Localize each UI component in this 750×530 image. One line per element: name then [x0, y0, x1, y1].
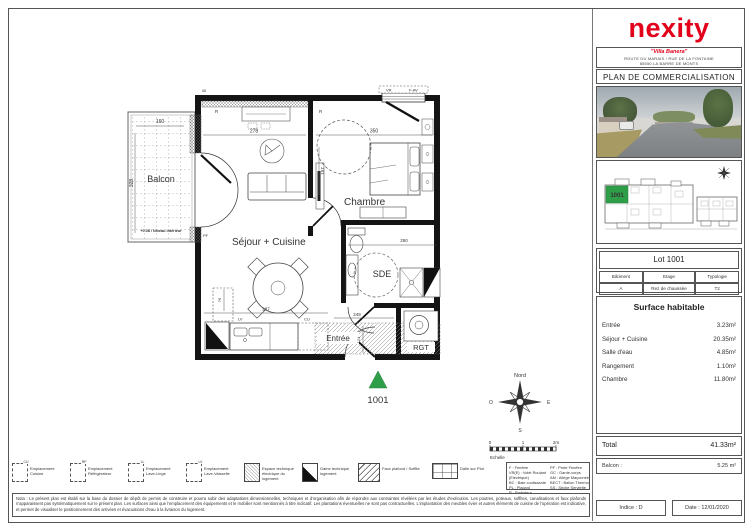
surface-row: [597, 346, 741, 360]
compass-scale: [478, 368, 578, 463]
surface-value: 1.10m²: [716, 362, 736, 370]
legend-code: LL: [140, 460, 145, 464]
room-entree: Entrée: [326, 334, 350, 343]
technical-duct-icon: [302, 463, 318, 482]
lot-header-etage: Etage: [643, 271, 696, 283]
surface-row: [597, 319, 741, 333]
room-sde: SDE: [372, 269, 392, 279]
legend-label: Lave-Vaisselle: [204, 470, 230, 476]
legend-lave-linge: [128, 460, 185, 490]
photo-car: [619, 121, 634, 130]
marker-r2: R: [319, 109, 323, 114]
photo-tree-right: [703, 89, 733, 127]
project-address: [596, 47, 742, 68]
balcony-value: 5.25 m²: [717, 463, 736, 469]
total-row: [596, 436, 742, 456]
surface-value: 3.23m²: [716, 322, 736, 329]
ceiling-light: [260, 139, 284, 163]
compass-rose: [489, 373, 551, 434]
overview-unit-number: 1001: [610, 193, 624, 199]
scale-1: 1: [521, 440, 525, 445]
surface-card: [596, 296, 742, 434]
marker-vr: VR: [386, 87, 392, 93]
legend-gaine-technique: [302, 463, 356, 490]
disclaimer-note: Nota : Le présent plan est établi sur la base du dossier de dépôt de permis de construire et pourra subir des adaptations dimensionnelles, techniques et d'organisation afin de répondre aux contraintes révélées par les études d'exécution. Les poutres, poteaux, soffites, canalisations et faux plafonds n'apparaissent pas systématiquement sur le présent plan. Les surfaces ainsi que l'emplacement des équipements et le mobilier sont mentionnés à titre indicatif. Les plantations éventuelles ne sont pas contractuelles. L'implantation des meubles évier et autres éléments de cuisine de l'opération est indicative, et permet de visualiser le positionnement des arrivées et évacuations d'eau à la livraison du logement.: [12, 493, 590, 517]
marker-fav: F-AV: [409, 87, 418, 93]
bedroom-window: [379, 86, 428, 121]
surface-value: 4.85m²: [716, 349, 736, 356]
dim-chambre: 350: [369, 128, 379, 135]
compass-north: Nord: [514, 373, 526, 379]
entrance-arrow: [369, 371, 387, 388]
lot-header-batiment: Bâtiment: [599, 271, 643, 283]
marker-cu: CU: [304, 316, 310, 322]
surface-label: Entrée: [602, 322, 621, 329]
wall-hatching: [190, 101, 308, 242]
surface-value: 11.80m²: [713, 376, 736, 383]
abbrev-item: F : Fenêtre: [509, 464, 529, 470]
compass-east: E: [547, 400, 551, 406]
dining-table: [248, 258, 308, 318]
lot-header-typologie: Typologie: [695, 271, 739, 283]
dim-wall: 157: [320, 167, 325, 175]
room-chambre: Chambre: [344, 197, 386, 208]
balcony-note: +0.08 / Niveau intérieur: [140, 229, 182, 233]
dim-balcon-w: 160: [155, 119, 165, 125]
address-line-2: 85550 LA BARRE DE MONTS: [639, 61, 699, 66]
scale-bar: [489, 440, 560, 460]
compass-south: S: [518, 428, 522, 434]
street-photo: [596, 86, 742, 158]
surface-title: Surface habitable: [633, 302, 705, 312]
slab-icon: [432, 463, 458, 479]
legend-label: Espace technique électrique du logement: [262, 466, 294, 481]
abbrev-item: BECT : Ballon Thermo: [550, 479, 589, 485]
dim-door: 124: [356, 336, 361, 344]
room-balcon: Balcon: [147, 174, 175, 184]
lot-value-batiment: A: [599, 283, 643, 295]
legend-code: LV: [198, 460, 203, 464]
balcony: [128, 112, 195, 242]
legend-label: Dalle sur Plot: [460, 466, 484, 471]
abbrev-item: PF : Porte Fenêtre: [550, 464, 583, 470]
abbrev-item: R : Radiateur: [509, 489, 532, 495]
surface-row: [597, 360, 741, 374]
date-box: Date : 12/01/2020: [672, 500, 742, 516]
legend-label: Gaine technique logement: [320, 466, 350, 476]
electrical-space-icon: [244, 463, 260, 482]
doc-title: PLAN DE COMMERCIALISATION: [596, 69, 742, 84]
lot-value-typologie: T2: [695, 283, 739, 295]
dim-sde: 250: [400, 238, 408, 243]
room-rgt: RGT: [413, 343, 429, 352]
unit-number: 1001: [367, 395, 389, 406]
balcony-row: [596, 458, 742, 474]
abbreviations-box: [506, 462, 590, 495]
total-value: 41.33m²: [710, 442, 736, 449]
abbrev-item: BC : Baie coulissante: [509, 479, 546, 485]
dim-top: 40: [201, 88, 207, 93]
dim-balcon-h: 328: [129, 178, 135, 188]
scale-label: Echelle: [490, 455, 505, 460]
legend-label: Emplacement: [204, 466, 229, 471]
address-line-1: ROUTE DU MARAIS / RUE DE LA FONTAINE: [624, 56, 714, 61]
dim-entree: 249: [353, 312, 361, 317]
sofa: [248, 173, 306, 200]
compass-west: O: [489, 400, 493, 406]
abbrev-item: GC : Garde-corps: [550, 469, 581, 475]
nexity-logo: nexity: [628, 13, 710, 43]
marker-pf: PF: [203, 233, 209, 238]
legend-label: Emplacement: [146, 466, 171, 471]
abbrev-item: PL : Placard: [509, 484, 531, 490]
legend-dalle-plot: [432, 463, 496, 490]
legend-label: Faux plafond / Soffite: [382, 466, 420, 471]
legend-faux-plafond: [358, 463, 422, 490]
surface-label: Séjour + Cuisine: [602, 335, 648, 343]
surface-label: Rangement: [602, 362, 634, 370]
surface-value: 20.35m²: [713, 335, 736, 343]
balcony-label: Balcon :: [602, 463, 622, 469]
indice-box: Indice : D: [596, 500, 666, 516]
marker-lv: LV: [238, 316, 243, 322]
surface-label: Salle d'eau: [602, 349, 633, 356]
room-sejour: Séjour + Cuisine: [232, 237, 306, 248]
false-ceiling-icon: [358, 463, 380, 482]
legend-code: RF: [81, 460, 87, 464]
surface-row: [597, 333, 741, 347]
legend-label: Emplacement: [30, 466, 55, 471]
lot-card: [596, 248, 742, 293]
sideboard: [242, 107, 290, 129]
bathroom: [346, 228, 440, 297]
legend-label: Lave-Linge: [146, 470, 166, 476]
legend-espace-technique: [244, 463, 300, 490]
floor-plan: [120, 85, 475, 435]
abbrev-item: AM : Allège Maçonnée: [550, 474, 589, 480]
column-divider: [592, 9, 593, 521]
scale-0: 0: [488, 440, 492, 445]
turning-circle: [317, 120, 371, 174]
surface-label: Chambre: [602, 376, 628, 383]
legend-label: Emplacement: [88, 466, 113, 471]
legend-label: Cuisine: [30, 470, 44, 476]
storage-rgt: [404, 311, 438, 352]
legend-label: Réfrigérateur: [88, 470, 112, 476]
project-name: "Villa Banera": [650, 49, 688, 55]
dim-small: 76: [217, 297, 222, 303]
scale-2m: 2m: [552, 440, 560, 445]
legend-cuisine: [12, 460, 69, 490]
dim-kitchen: 287: [262, 306, 270, 312]
legend-refrigerateur: [70, 460, 127, 490]
marker-r1: R: [215, 109, 219, 114]
abbrev-item: SS : Sèche Serviette: [550, 484, 586, 490]
overview-plan: [596, 160, 742, 244]
legend-lave-vaisselle: [186, 460, 243, 490]
lot-title: Lot 1001: [599, 251, 739, 269]
lot-value-etage: Rez de chaussée: [643, 283, 696, 295]
total-label: Total: [602, 442, 617, 449]
dim-sejour: 278: [249, 128, 259, 135]
abbrev-item: VR(E) : Volet Roulant (Electrique): [509, 469, 546, 480]
legend-code: CU: [23, 460, 29, 464]
surface-row: [597, 373, 741, 387]
